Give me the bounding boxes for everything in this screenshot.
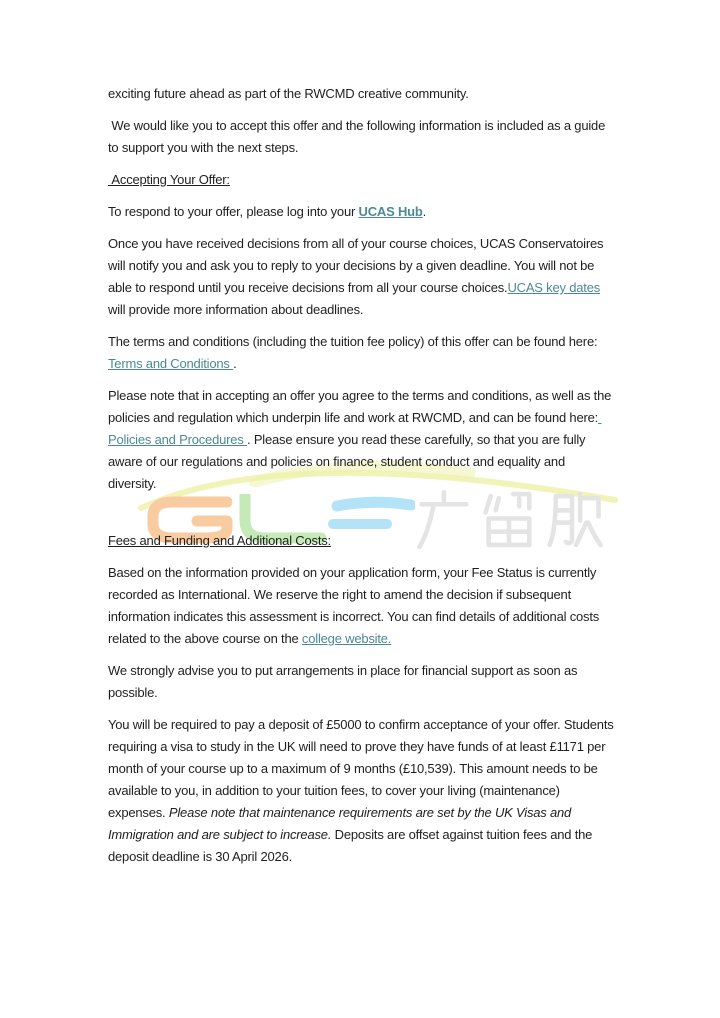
text-run: . [422,204,427,219]
paragraph-policies [108,385,616,495]
accepting-your-offer-heading [108,169,616,191]
text-run: Once you have received decisions from all of your course choices, UCAS Conservatoires will notify you and ask you to reply to your decisions by a given deadline. You will not be able to respond until you receive decisions from all your course choices. [108,236,607,295]
text-run: We strongly advise you to put arrangements in place for financial support as soon as possible. [108,663,581,700]
paragraph-fee-status [108,562,616,650]
link-college-website[interactable]: college website. [301,631,392,646]
paragraph-terms [108,331,616,375]
text-run: To respond to your offer, please log into your [108,204,359,219]
link-ucas-hub[interactable]: UCAS Hub [358,204,423,219]
paragraph-community [108,83,616,105]
text-run: exciting future ahead as part of the RWCMD creative community. [108,86,469,101]
heading-text: Fees and Funding and Additional Costs: [108,533,331,548]
paragraph-financial-support [108,660,616,704]
heading-text: Accepting Your Offer: [108,172,230,187]
text-run: Based on the information provided on your application form, your Fee Status is currently recorded as International. We reserve the right to amend the decision if subsequent information indicates this assessment is incorrect. You can find details of additional costs related to the above course on the [108,565,603,646]
paragraph-respond [108,201,616,223]
document-body [108,83,616,878]
link-policies-and-procedures[interactable]: Policies and Procedures [108,410,602,447]
text-run: Deposits are offset against tuition fees and the deposit deadline is 30 April 2026. [108,827,596,864]
text-run: will provide more information about deadlines. [108,280,604,317]
text-run: We would like you to accept this offer and the following information is included as a guide to support you with the next steps. [108,118,609,155]
text-run: The terms and conditions (including the tuition fee policy) of this offer can be found here: [108,334,601,349]
text-run: . Please ensure you read these carefully, so that you are fully aware of our regulations and policies on finance, student conduct and equality and diversity. [108,432,589,491]
text-run: You will be required to pay a deposit of £5000 to confirm acceptance of your offer. Students requiring a visa to study in the UK will need to prove they have funds of at least £1171 per month of your course up to a maximum of 9 months (£10,539). This amount needs to be available to you, in addition to your tuition fees, to cover your living (maintenance) expenses. [108,717,617,820]
link-ucas-key-dates[interactable]: UCAS key dates [507,280,601,295]
paragraph-accept-intro [108,115,616,159]
text-run: Please note that in accepting an offer you agree to the terms and conditions, as well as the policies and regulation which underpin life and work at RWCMD, and can be found here: [108,388,615,425]
fees-funding-heading [108,530,616,552]
text-run: . [233,356,237,371]
paragraph-deposit [108,714,616,868]
text-run: Please note that maintenance requirements are set by the UK Visas and Immigration and are subject to increase. [108,805,575,842]
link-terms-and-conditions[interactable]: Terms and Conditions [108,356,234,371]
paragraph-decisions [108,233,616,321]
